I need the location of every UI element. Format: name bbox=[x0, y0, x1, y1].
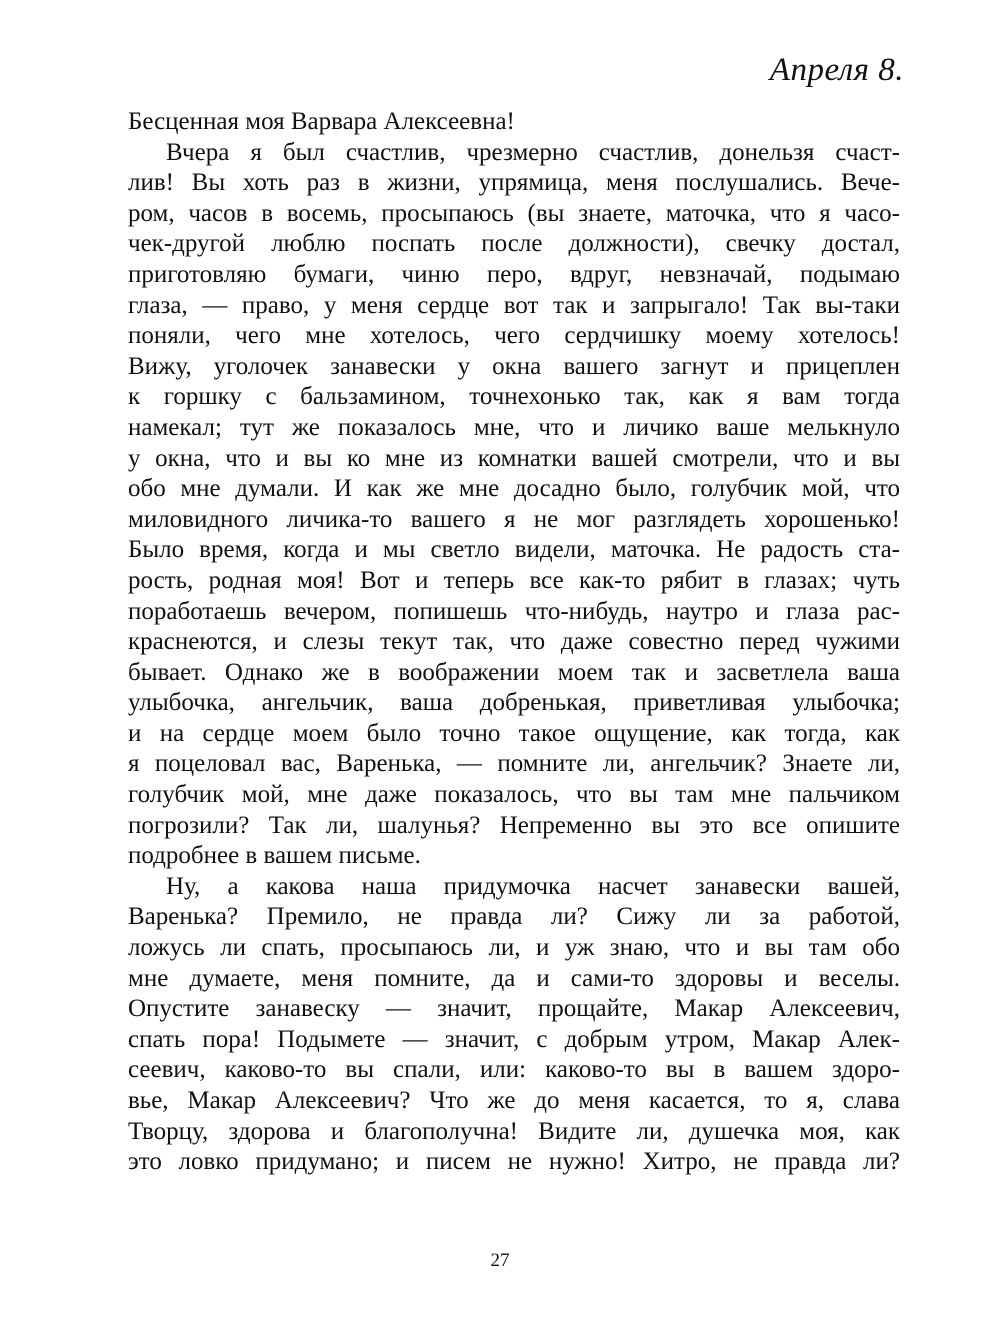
text-line: Было время, когда и мы светло видели, маточка. Не радость ста- bbox=[128, 536, 900, 564]
paragraph-1 bbox=[128, 138, 900, 872]
text-line: Творцу, здорова и благополучна! Видите ли, душечка моя, как bbox=[128, 1117, 900, 1145]
text-line: ром, часов в восемь, просыпаюсь (вы знаете, маточка, что я часо- bbox=[128, 199, 900, 227]
text-line: глаза, — право, у меня сердце вот так и запрыгало! Так вы-таки bbox=[128, 291, 900, 319]
letter-body bbox=[128, 107, 900, 1178]
text-line: и на сердце моем было точно такое ощущение, как тогда, как bbox=[128, 719, 900, 747]
text-line: намекал; тут же показалось мне, что и личико ваше мелькнуло bbox=[128, 413, 900, 441]
text-line: улыбочка, ангельчик, ваша добренькая, приветливая улыбочка; bbox=[128, 689, 900, 717]
text-line: Вижу, уголочек занавески у окна вашего загнут и прицеплен bbox=[128, 352, 900, 380]
text-line: я поцеловал вас, Варенька, — помните ли, ангельчик? Знаете ли, bbox=[128, 750, 900, 778]
text-line: Вчера я был счастлив, чрезмерно счастлив, донельзя счаст- bbox=[166, 138, 900, 166]
text-line: Ну, а какова наша придумочка насчет занавески вашей, bbox=[166, 872, 900, 900]
text-line: поняли, чего мне хотелось, чего сердчишку моему хотелось! bbox=[128, 322, 900, 350]
text-line: спать пора! Подымете — значит, с добрым утром, Макар Алек- bbox=[128, 1025, 900, 1053]
salutation: Бесценная моя Варвара Алексеевна! bbox=[128, 108, 515, 135]
paragraph-2 bbox=[128, 872, 900, 1178]
text-line: сеевич, каково-то вы спали, или: каково-то вы в вашем здоро- bbox=[128, 1056, 900, 1084]
text-line: подробнее в вашем письме. bbox=[128, 842, 421, 870]
text-line: миловидного личика-то вашего я не мог разглядеть хорошенько! bbox=[128, 505, 900, 533]
text-line: чек-другой люблю поспать после должности), свечку достал, bbox=[128, 230, 900, 258]
text-line: рость, родная моя! Вот и теперь все как-то рябит в глазах; чуть bbox=[128, 566, 900, 594]
text-line: обо мне думали. И как же мне досадно было, голубчик мой, что bbox=[128, 475, 900, 503]
text-line: мне думаете, меня помните, да и сами-то здоровы и веселы. bbox=[128, 964, 900, 992]
text-line: у окна, что и вы ко мне из комнатки вашей смотрели, что и вы bbox=[128, 444, 900, 472]
text-line: приготовляю бумаги, чиню перо, вдруг, невзначай, подымаю bbox=[128, 260, 900, 288]
text-line: краснеются, и слезы текут так, что даже совестно перед чужими bbox=[128, 628, 900, 656]
text-line: бывает. Однако же в воображении моем так и засветлела ваша bbox=[128, 658, 900, 686]
text-line: погрозили? Так ли, шалунья? Непременно вы это все опишите bbox=[128, 811, 900, 839]
text-line: это ловко придумано; и писем не нужно! Хитро, не правда ли? bbox=[128, 1148, 900, 1176]
letter-date: Апреля 8. bbox=[769, 52, 904, 88]
text-line: поработаешь вечером, попишешь что-нибудь, наутро и глаза рас- bbox=[128, 597, 900, 625]
text-line: вье, Макар Алексеевич? Что же до меня касается, то я, слава bbox=[128, 1087, 900, 1114]
text-line: к горшку с бальзамином, точнехонько так, как я вам тогда bbox=[128, 383, 900, 411]
text-line: голубчик мой, мне даже показалось, что вы там мне пальчиком bbox=[128, 781, 900, 809]
text-line: Опустите занавеску — значит, прощайте, Макар Алексеевич, bbox=[128, 995, 900, 1023]
text-line: Варенька? Премило, не правда ли? Сижу ли за работой, bbox=[128, 903, 900, 931]
text-line: лив! Вы хоть раз в жизни, упрямица, меня послушались. Вече- bbox=[128, 169, 900, 197]
page-number: 27 bbox=[490, 1250, 510, 1271]
text-line: ложусь ли спать, просыпаюсь ли, и уж знаю, что и вы там обо bbox=[128, 934, 900, 962]
